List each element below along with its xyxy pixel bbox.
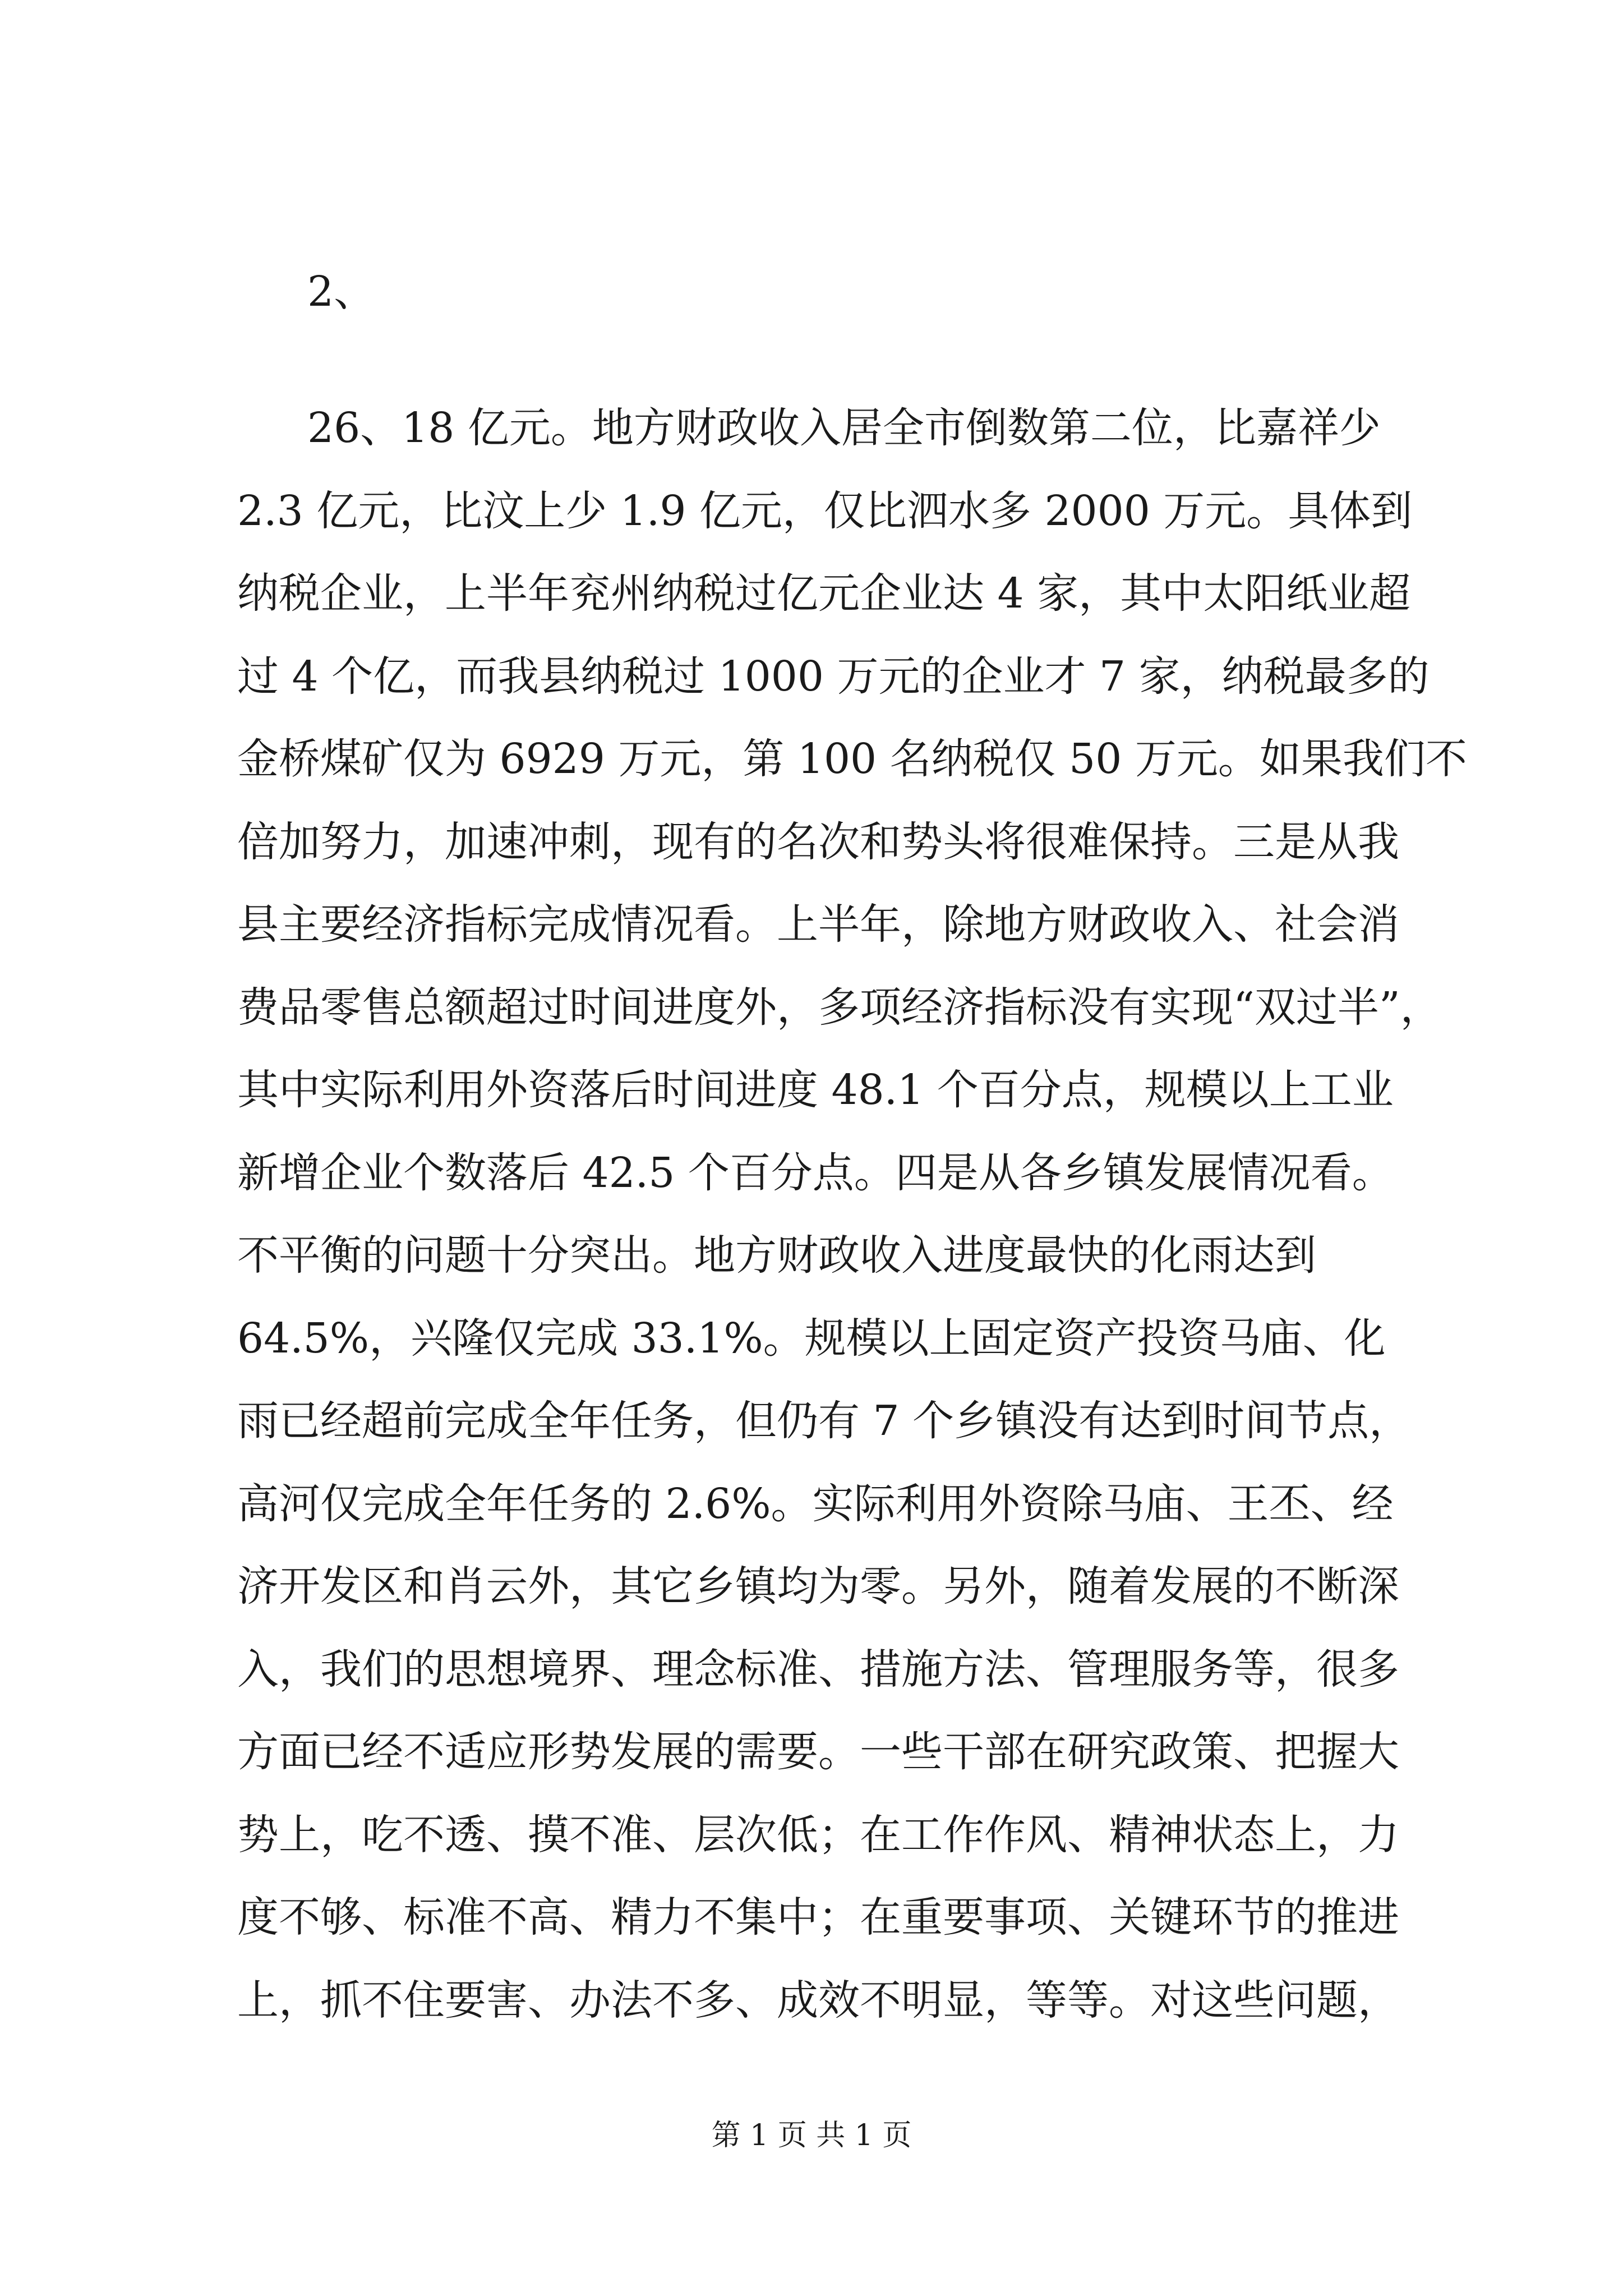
text-line: 方面已经不适应形势发展的需要。一些干部在研究政策、把握大 [237,1728,1399,1776]
text-line: 2.3 亿元，比汶上少 1.9 亿元，仅比泗水多 2000 万元。具体到 [237,486,1413,535]
text-line: 入，我们的思想境界、理念标准、措施方法、管理服务等，很多 [237,1645,1399,1694]
text-line: 倍加努力，加速冲刺，现有的名次和势头将很难保持。三是从我 [237,817,1399,866]
text-line: 纳税企业，上半年兖州纳税过亿元企业达 4 家，其中太阳纸业超 [237,569,1411,618]
text-line: 县主要经济指标完成情况看。上半年，除地方财政收入、社会消 [237,900,1399,949]
text-line: 上，抓不住要害、办法不多、成效不明显，等等。对这些问题， [237,1976,1399,2024]
text-line: 势上，吃不透、摸不准、层次低；在工作作风、精神状态上，力 [237,1810,1399,1859]
section-number: 2、 [307,268,376,316]
text-line: 新增企业个数落后 42.5 个百分点。四是从各乡镇发展情况看。 [237,1148,1394,1197]
text-line: 64.5%，兴隆仅完成 33.1%。规模以上固定资产投资马庙、化 [237,1314,1386,1363]
text-line: 济开发区和肖云外，其它乡镇均为零。另外，随着发展的不断深 [237,1562,1399,1611]
text-line: 度不够、标准不高、精力不集中；在重要事项、关键环节的推进 [237,1893,1399,1941]
page-footer: 第 1 页 共 1 页 [711,2119,912,2152]
text-line: 其中实际利用外资落后时间进度 48.1 个百分点，规模以上工业 [237,1066,1394,1114]
text-line: 过 4 个亿，而我县纳税过 1000 万元的企业才 7 家，纳税最多的 [237,652,1430,701]
text-line: 26、18 亿元。地方财政收入居全市倒数第二位，比嘉祥少 [307,404,1381,452]
text-line: 费品零售总额超过时间进度外，多项经济指标没有实现“双过半”， [237,983,1442,1032]
body-paragraph [237,387,1467,2042]
text-line: 金桥煤矿仅为 6929 万元，第 100 名纳税仅 50 万元。如果我们不 [237,735,1467,783]
text-line: 雨已经超前完成全年任务，但仍有 7 个乡镇没有达到时间节点， [237,1397,1411,1445]
text-line: 不平衡的问题十分突出。地方财政收入进度最快的化雨达到 [237,1231,1316,1280]
text-line: 高河仅完成全年任务的 2.6%。实际利用外资除马庙、王丕、经 [237,1479,1394,1528]
